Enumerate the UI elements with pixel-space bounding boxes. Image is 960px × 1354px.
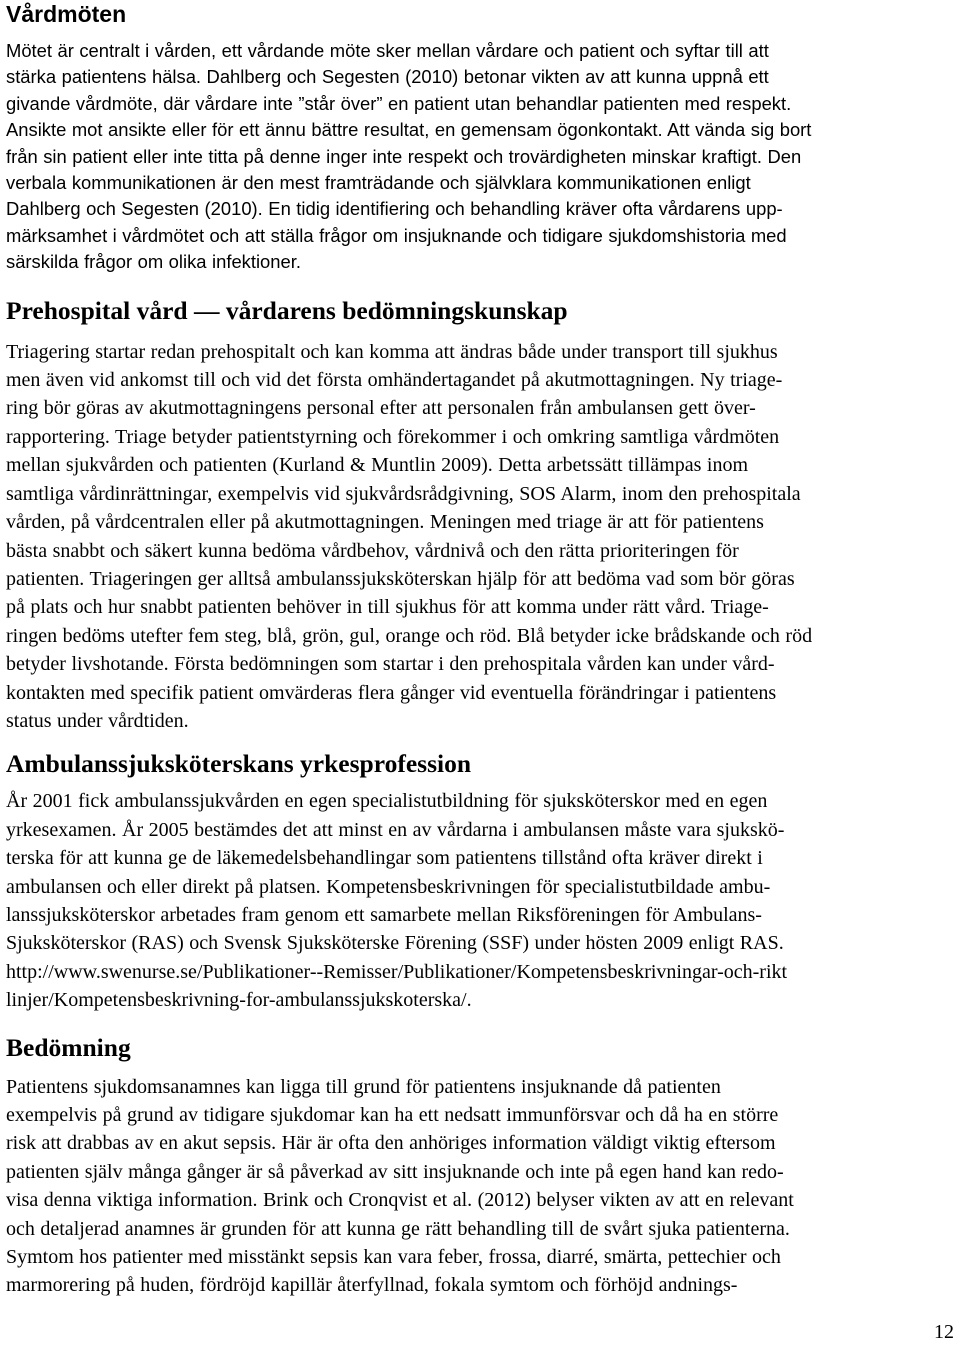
section-heading-vardmoten: Vårdmöten — [6, 1, 127, 27]
section-body-ambulanssjukskoterskans-yrkesprofession: År 2001 fick ambulanssjukvården en egen specialistutbildning för sjuksköterskor med en egen yrkesexamen. År 2005 bestämdes det att minst en av vårdarna i ambulansen måste vara sjukskö- terska för att kunna ge de läkemedelsbehandlingar som patientens tillstånd ofta kräver direkt i ambulansen och eller direkt på platsen. Kompetensbeskrivningen för specialistutbildade ambu- lanssjuksköterskor arbetades fram genom ett samarbete mellan Riksföreningen för Ambulans- Sjuksköterskor (RAS) och Svensk Sjuksköterske Förening (SSF) under hösten 2009 enligt RAS. http://www.swenurse.se/Publikationer--Remisser/Publikationer/Kompetensbeskrivningar-och-rikt linjer/Kompetensbeskrivning-for-ambulanssjukskoterska/. — [6, 790, 788, 1012]
section-heading-prehospital-vard: Prehospital vård — vårdarens bedömningskunskap — [6, 295, 568, 325]
section-heading-bedomning: Bedömning — [6, 1032, 131, 1062]
page-number: 12 — [934, 1321, 954, 1343]
section-body-vardmoten: Mötet är centralt i vården, ett vårdande möte sker mellan vårdare och patient och syftar till att stärka patientens hälsa. Dahlberg och Segesten (2010) betonar vikten av att kunna uppnå ett givande vårdmöte, där vårdare inte ”står över” en patient utan behandlar patienten med respekt. Ansikte mot ansikte eller för ett ännu bättre resultat, en gemensam ögonkontakt. Att vända sig bort från sin patient eller inte titta på denne inger inte respekt och trovärdigheten minskar kraftigt. Den verbala kommunikationen är den mest framträdande och självklara kommunikationen enligt Dahlberg och Segesten (2010). En tidig identifiering och behandling kräver ofta vårdarens upp- märksamhet i vårdmötet och att ställa frågor om insjuknande och tidigare sjukdomshistoria med särskilda frågor om olika infektioner. — [6, 40, 812, 273]
document-page — [6, 0, 954, 1300]
section-body-prehospital-vard: Triagering startar redan prehospitalt och kan komma att ändras både under transport till sjukhus men även vid ankomst till och vid det första omhändertagandet på akutmottagningen. Ny triage- ring bör göras av akutmottagningens personal efter att personalen från ambulansen gett över- rapportering. Triage betyder patientstyrning och förekommer i och omkring samtliga vårdmöten mellan sjukvården och patienten (Kurland & Muntlin 2009). Detta arbetssätt tillämpas inom samtliga vårdinrättningar, exempelvis vid sjukvårdsrådgivning, SOS Alarm, inom den prehospitala vården, på vårdcentralen eller på akutmottagningen. Meningen med triage är att för patientens bästa snabbt och säkert kunna bedöma vårdbehov, vårdnivå och den rätta prioriteringen för patienten. Triageringen ger alltså ambulanssjuksköterskan hjälp för att bedöma vad som bör göras på plats och hur snabbt patienten behöver in till sjukhus för att komma under rätt vård. Triage- ringen bedöms utefter fem steg, blå, grön, gul, orange och röd. Blå betyder icke brådskande och röd betyder livshotande. Första bedömningen som startar i den prehospitala vården kan under vård- kontakten med specifik patient omvärderas flera gånger vid eventuella förändringar i patientens status under vårdtiden. — [6, 340, 813, 732]
section-heading-ambulanssjukskoterskans-yrkesprofession: Ambulanssjuksköterskans yrkesprofession — [6, 749, 472, 779]
section-body-bedomning: Patientens sjukdomsanamnes kan ligga till grund för patientens insjuknande då patienten exempelvis på grund av tidigare sjukdomar kan ha ett nedsatt immunförsvar och då ha en större risk att drabbas av en akut sepsis. Här är ofta den anhöriges information väldigt viktig eftersom patienten själv många gånger är så påverkad av sitt insjuknande och inte på egen hand kan redo- visa denna viktiga information. Brink och Cronqvist et al. (2012) belyser vikten av att en relevant och detaljerad anamnes är grunden för att kunna ge rätt behandling till de svårt sjuka patienterna. Symtom hos patienter med misstänkt sepsis kan vara feber, frossa, diarré, smärta, pettechier och marmorering på huden, fördröjd kapillär återfyllnad, fokala symtom och förhöjd andnings- — [6, 1075, 794, 1297]
